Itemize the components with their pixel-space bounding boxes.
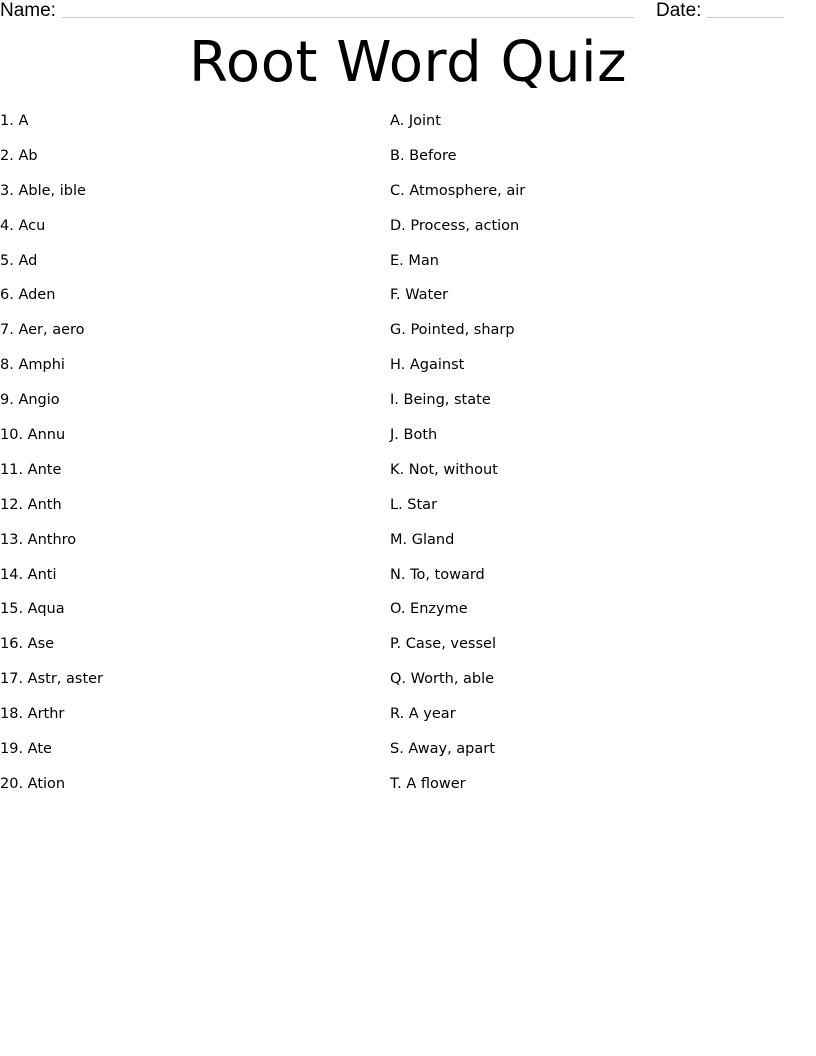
answer-item: A. Joint bbox=[390, 113, 441, 129]
question-item: 1. A bbox=[0, 113, 29, 129]
question-item: 4. Acu bbox=[0, 217, 46, 234]
answer-item: N. To, toward bbox=[390, 566, 485, 583]
question-item: 18. Arthr bbox=[0, 706, 65, 723]
answer-item: D. Process, action bbox=[390, 217, 520, 234]
answer-item: P. Case, vessel bbox=[390, 636, 496, 653]
answer-item: E. Man bbox=[390, 252, 439, 269]
answer-item: B. Before bbox=[390, 147, 457, 164]
question-item: 11. Ante bbox=[0, 461, 62, 478]
answer-item: F. Water bbox=[390, 287, 449, 304]
date-field-line[interactable] bbox=[707, 17, 784, 18]
header bbox=[0, 0, 816, 24]
question-item: 6. Aden bbox=[0, 287, 56, 304]
answer-item: K. Not, without bbox=[390, 461, 498, 478]
question-item: 5. Ad bbox=[0, 252, 38, 269]
answer-item: J. Both bbox=[390, 427, 438, 444]
answer-item: O. Enzyme bbox=[390, 601, 468, 618]
answer-item: C. Atmosphere, air bbox=[390, 182, 526, 199]
question-item: 19. Ate bbox=[0, 741, 52, 758]
question-item: 9. Angio bbox=[0, 392, 60, 409]
question-item: 10. Annu bbox=[0, 427, 66, 444]
question-item: 16. Ase bbox=[0, 636, 55, 653]
answer-item: G. Pointed, sharp bbox=[390, 322, 515, 339]
question-item: 13. Anthro bbox=[0, 531, 77, 548]
answer-item: T. A flower bbox=[390, 775, 466, 792]
answer-item: Q. Worth, able bbox=[390, 671, 495, 688]
answer-item: S. Away, apart bbox=[390, 741, 495, 758]
question-item: 8. Amphi bbox=[0, 357, 65, 374]
question-item: 3. Able, ible bbox=[0, 182, 86, 199]
name-label: Name: bbox=[0, 0, 56, 21]
question-item: 15. Aqua bbox=[0, 601, 65, 618]
question-item: 14. Anti bbox=[0, 566, 57, 583]
question-item: 12. Anth bbox=[0, 496, 62, 513]
date-label: Date: bbox=[656, 0, 702, 21]
answer-item: M. Gland bbox=[390, 531, 455, 548]
question-item: 2. Ab bbox=[0, 147, 38, 164]
answer-item: L. Star bbox=[390, 496, 438, 513]
question-list bbox=[0, 111, 380, 809]
answer-item: H. Against bbox=[390, 357, 465, 374]
answer-item: R. A year bbox=[390, 706, 456, 723]
answer-list bbox=[390, 111, 810, 809]
question-item: 20. Ation bbox=[0, 775, 66, 792]
question-item: 7. Aer, aero bbox=[0, 322, 85, 339]
name-field-line[interactable] bbox=[62, 17, 634, 18]
answer-item: I. Being, state bbox=[390, 392, 491, 409]
page-title: Root Word Quiz bbox=[189, 30, 627, 95]
question-item: 17. Astr, aster bbox=[0, 671, 104, 688]
